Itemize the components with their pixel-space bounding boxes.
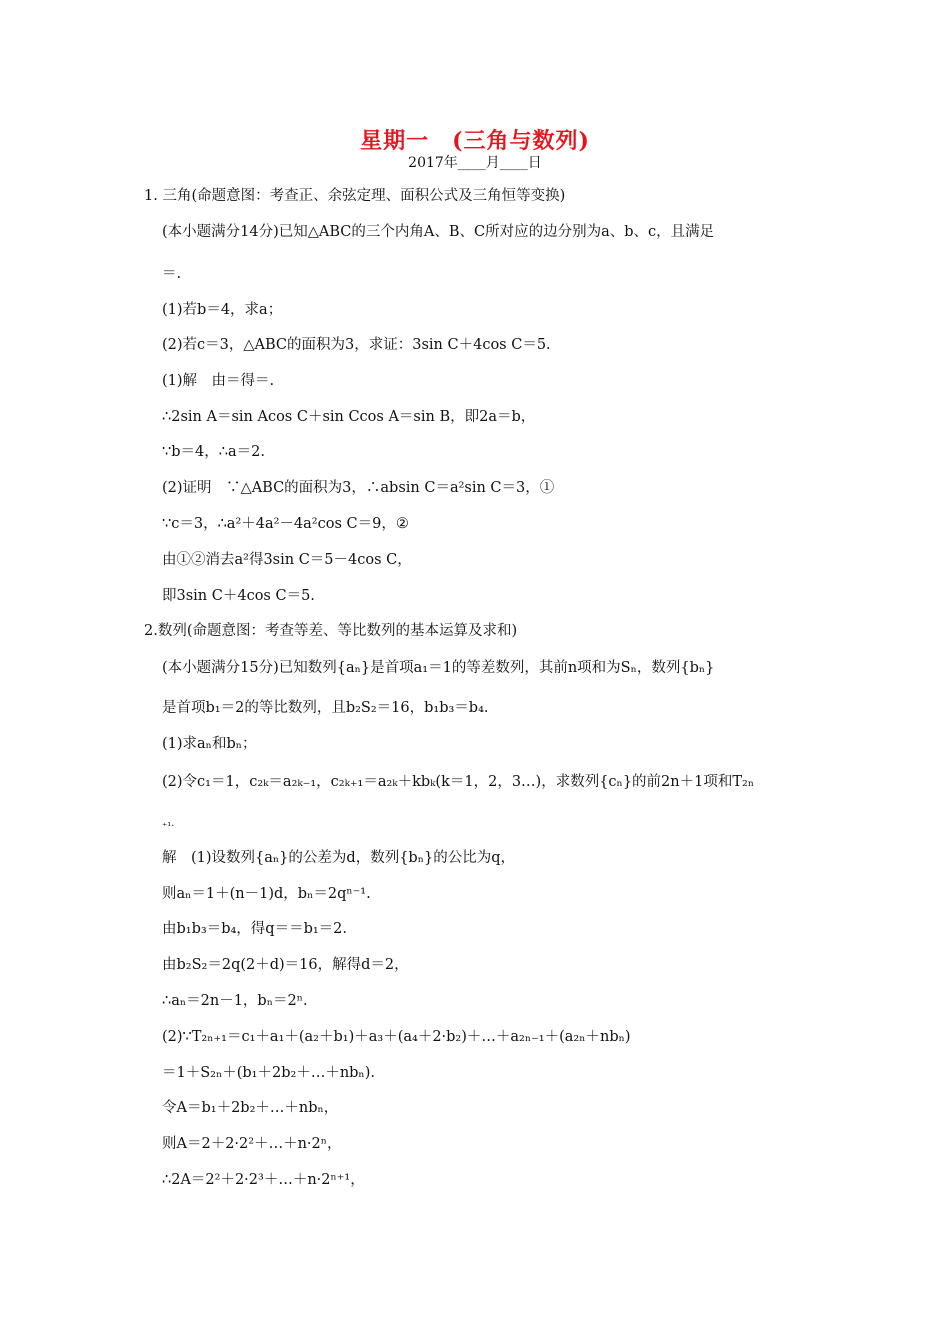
q2-solution-line: ∴2A＝2²＋2·2³＋…＋n·2ⁿ⁺¹， <box>162 1172 365 1188</box>
q2-solution-line: 由b₁b₃＝b₄，得q＝＝b₁＝2. <box>162 921 347 937</box>
q2-solution-line: 则aₙ＝1＋(n－1)d，bₙ＝2qⁿ⁻¹. <box>162 886 371 902</box>
q1-proof-line: (2)证明 ∵△ABC的面积为3，∴absin C＝a²sin C＝3，① <box>162 480 555 496</box>
q1-proof-line: ∵c＝3，∴a²＋4a²－4a²cos C＝9，② <box>162 516 409 532</box>
q1-solution-line: ∵b＝4，∴a＝2. <box>162 444 265 460</box>
q2-part1: (1)求aₙ和bₙ； <box>162 736 257 752</box>
q2-solution-line: ＝1＋S₂ₙ＋(b₁＋2b₂＋…＋nbₙ). <box>162 1065 375 1081</box>
q2-solution-line: ∴aₙ＝2n－1，bₙ＝2ⁿ. <box>162 993 308 1009</box>
q1-part2: (2)若c＝3，△ABC的面积为3，求证：3sin C＋4cos C＝5. <box>162 337 551 353</box>
q2-statement-cont: 是首项b₁＝2的等比数列，且b₂S₂＝16，b₁b₃＝b₄. <box>162 700 489 716</box>
q1-proof-line: 即3sin C＋4cos C＝5. <box>162 588 315 604</box>
q2-solution-line: (2)∵T₂ₙ₊₁＝c₁＋a₁＋(a₂＋b₁)＋a₃＋(a₄＋2·b₂)＋…＋a₂ₙ₋₁＋(a₂ₙ＋nbₙ) <box>162 1029 631 1045</box>
q1-part1: (1)若b＝4，求a； <box>162 302 283 318</box>
q1-proof-line: 由①②消去a²得3sin C＝5－4cos C， <box>162 552 412 568</box>
page-title: 星期一 (三角与数列) <box>360 128 590 154</box>
q1-statement-cont: ＝. <box>162 266 182 282</box>
q2-part2-cont: ₊₁. <box>162 818 175 829</box>
q1-heading: 1. 三角(命题意图：考查正、余弦定理、面积公式及三角恒等变换) <box>144 188 566 204</box>
q2-solution-line: 解 (1)设数列{aₙ}的公差为d，数列{bₙ}的公比为q， <box>162 850 515 866</box>
q1-solution-line: (1)解 由＝得＝. <box>162 373 275 389</box>
q2-solution-line: 由b₂S₂＝2q(2＋d)＝16，解得d＝2， <box>162 957 409 973</box>
q2-solution-line: 则A＝2＋2·2²＋…＋n·2ⁿ， <box>162 1136 342 1152</box>
q2-part2: (2)令c₁＝1，c₂ₖ＝a₂ₖ₋₁，c₂ₖ₊₁＝a₂ₖ＋kbₖ(k＝1，2，3…)，求数列{cₙ}的前2n＋1项和T₂ₙ <box>162 774 755 790</box>
q2-heading: 2.数列(命题意图：考查等差、等比数列的基本运算及求和) <box>144 623 518 639</box>
q1-solution-line: ∴2sin A＝sin Acos C＋sin Ccos A＝sin B，即2a＝b， <box>162 409 536 425</box>
q2-solution-line: 令A＝b₁＋2b₂＋…＋nbₙ， <box>162 1100 339 1116</box>
date-line: 2017年____月____日 <box>408 155 542 171</box>
q2-statement: (本小题满分15分)已知数列{aₙ}是首项a₁＝1的等差数列，其前n项和为Sₙ，数列{bₙ} <box>162 660 715 676</box>
q1-statement: (本小题满分14分)已知△ABC的三个内角A、B、C所对应的边分别为a、b、c，且满足 <box>162 224 715 240</box>
